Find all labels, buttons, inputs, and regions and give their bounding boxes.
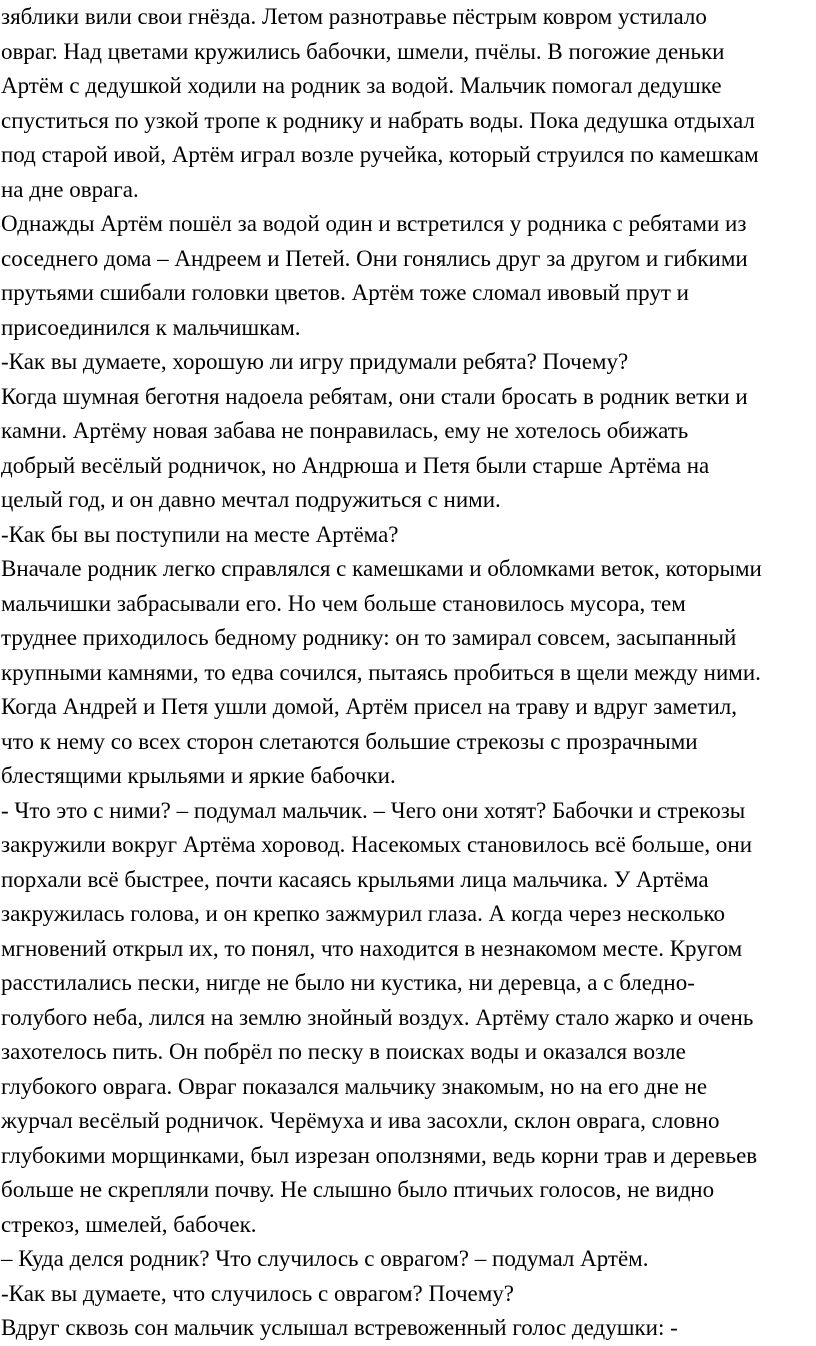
text-line: захотелось пить. Он побрёл по песку в поисках воды и оказался возле xyxy=(1,1039,686,1064)
text-line: Когда Андрей и Петя ушли домой, Артём присел на траву и вдруг заметил, xyxy=(1,694,737,719)
text-line: мальчишки забрасывали его. Но чем больше становилось мусора, тем xyxy=(1,590,686,616)
text-line: порхали всё быстрее, почти касаясь крыльями лица мальчика. У Артёма xyxy=(1,866,709,892)
question-line: -Как бы вы поступили на месте Артёма? xyxy=(1,521,399,547)
text-line: Однажды Артём пошёл за водой один и встретился у родника с ребятами из xyxy=(1,211,747,236)
text-line: целый год, и он давно мечтал подружиться с ними. xyxy=(1,487,501,512)
question-line: -Как вы думаете, что случилось с оврагом? Почему? xyxy=(1,1280,515,1306)
text-line: голубого неба, лился на землю знойный воздух. Артёму стало жарко и очень xyxy=(1,1004,754,1030)
text-line: больше не скрепляли почву. Не слышно было птичьих голосов, не видно xyxy=(1,1177,715,1202)
text-line: закружилась голова, и он крепко зажмурил глаза. А когда через несколько xyxy=(1,901,725,926)
question-line: -Как вы думаете, хорошую ли игру придумали ребята? Почему? xyxy=(1,349,629,374)
text-line: зяблики вили свои гнёзда. Летом разнотравье пёстрым ковром устилало xyxy=(1,4,707,29)
text-line: стрекоз, шмелей, бабочек. xyxy=(1,1211,257,1237)
text-line: спуститься по узкой тропе к роднику и набрать воды. Пока дедушка отдыхал xyxy=(1,107,755,133)
text-line: Когда шумная беготня надоела ребятам, они стали бросать в родник ветки и xyxy=(1,383,748,409)
text-line: крупными камнями, то едва сочился, пытаясь пробиться в щели между ними. xyxy=(1,659,761,685)
text-line: под старой ивой, Артём играл возле ручейка, который струился по камешкам xyxy=(1,142,759,167)
text-line: что к нему со всех сторон слетаются большие стрекозы с прозрачными xyxy=(1,728,698,754)
text-line: на дне оврага. xyxy=(1,176,139,202)
text-line: расстилались пески, нигде не было ни кустика, ни деревца, а с бледно- xyxy=(1,970,695,995)
text-line: овраг. Над цветами кружились бабочки, шмели, пчёлы. В погожие деньки xyxy=(1,38,725,64)
text-line: закружили вокруг Артёма хоровод. Насекомых становилось всё больше, они xyxy=(1,832,753,857)
text-line: мгновений открыл их, то понял, что находится в незнакомом месте. Кругом xyxy=(1,935,743,961)
text-line: блестящими крыльями и яркие бабочки. xyxy=(1,763,396,788)
text-line: камни. Артёму новая забава не понравилась, ему не хотелось обижать xyxy=(1,418,689,443)
text-line: соседнего дома – Андреем и Петей. Они гонялись друг за другом и гибкими xyxy=(1,245,748,271)
text-line: труднее приходилось бедному роднику: он то замирал совсем, засыпанный xyxy=(1,625,737,650)
text-line: Артём с дедушкой ходили на родник за водой. Мальчик помогал дедушке xyxy=(1,73,722,98)
text-line: добрый весёлый родничок, но Андрюша и Петя были старше Артёма на xyxy=(1,452,710,478)
dialogue-line: – Куда делся родник? Что случилось с оврагом? – подумал Артём. xyxy=(1,1246,649,1271)
text-line: прутьями сшибали головки цветов. Артём тоже сломал ивовый прут и xyxy=(1,280,689,305)
text-line: Вначале родник легко справлялся с камешками и обломками веток, которыми xyxy=(1,556,762,581)
dialogue-line: - Что это с ними? – подумал мальчик. – Чего они хотят? Бабочки и стрекозы xyxy=(1,797,746,823)
text-line: глубокими морщинками, был изрезан оползнями, ведь корни трав и деревьев xyxy=(1,1142,758,1168)
text-line: журчал весёлый родничок. Черёмуха и ива засохли, склон оврага, словно xyxy=(1,1108,720,1133)
text-line: Вдруг сквозь сон мальчик услышал встревоженный голос дедушки: - xyxy=(1,1315,678,1340)
story-text xyxy=(1,0,816,1346)
text-line: глубокого оврага. Овраг показался мальчику знакомым, но на его дне не xyxy=(1,1073,708,1099)
text-line: присоединился к мальчишкам. xyxy=(1,314,301,340)
